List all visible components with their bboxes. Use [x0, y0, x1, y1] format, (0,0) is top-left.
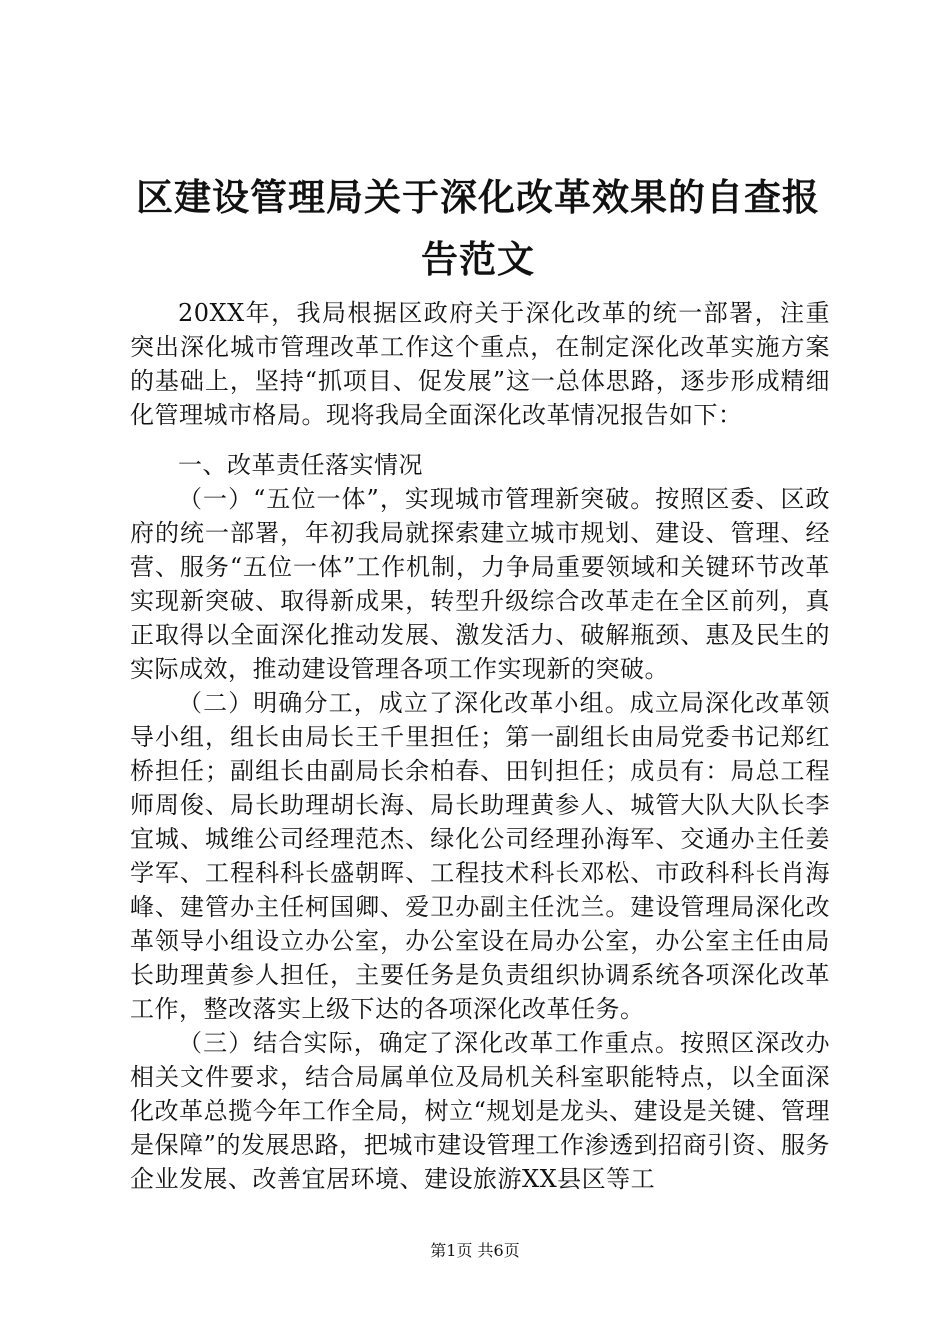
document-body — [130, 296, 830, 1196]
paragraph-item-2: （二）明确分工，成立了深化改革小组。成立局深化改革领导小组，组长由局长王千里担任；第一副组长由局党委书记郑红桥担任；副组长由副局长余柏春、田钊担任；成员有：局总工程师周俊、局长助理胡长海、局长助理黄参人、城管大队大队长李宜城、城维公司经理范杰、绿化公司经理孙海军、交通办主任姜学军、工程科科长盛朝晖、工程技术科长邓松、市政科科长肖海峰、建管办主任柯国卿、爱卫办副主任沈兰。建设管理局深化改革领导小组设立办公室，办公室设在局办公室，办公室主任由局长助理黄参人担任，主要任务是负责组织协调系统各项深化改革工作，整改落实上级下达的各项深化改革任务。 — [130, 689, 830, 1023]
paragraph-item-1: （一）“五位一体”，实现城市管理新突破。按照区委、区政府的统一部署，年初我局就探索建立城市规划、建设、管理、经营、服务“五位一体”工作机制，力争局重要领域和关键环节改革实现新突破、取得新成果，转型升级综合改革走在全区前列，真正取得以全面深化推动发展、激发活力、破解瓶颈、惠及民生的实际成效，推动建设管理各项工作实现新的突破。 — [130, 485, 830, 683]
paragraph-item-3: （三）结合实际，确定了深化改革工作重点。按照区深改办相关文件要求，结合局属单位及局机关科室职能特点，以全面深化改革总揽今年工作全局，树立“规划是龙头、建设是关键、管理是保障”的发展思路，把城市建设管理工作渗透到招商引资、服务企业发展、改善宜居环境、建设旅游XX县区等工 — [130, 1029, 830, 1193]
page-number-footer: 第1页 共6页 — [430, 1241, 520, 1260]
section-heading: 一、改革责任落实情况 — [178, 451, 423, 479]
intro-paragraph: 20XX年，我局根据区政府关于深化改革的统一部署，注重突出深化城市管理改革工作这个重点，在制定深化改革实施方案的基础上，坚持“抓项目、促发展”这一总体思路，逐步形成精细化管理城市格局。现将我局全面深化改革情况报告如下： — [130, 299, 830, 429]
document-title: 区建设管理局关于深化改革效果的自查报告范文 — [136, 175, 820, 281]
